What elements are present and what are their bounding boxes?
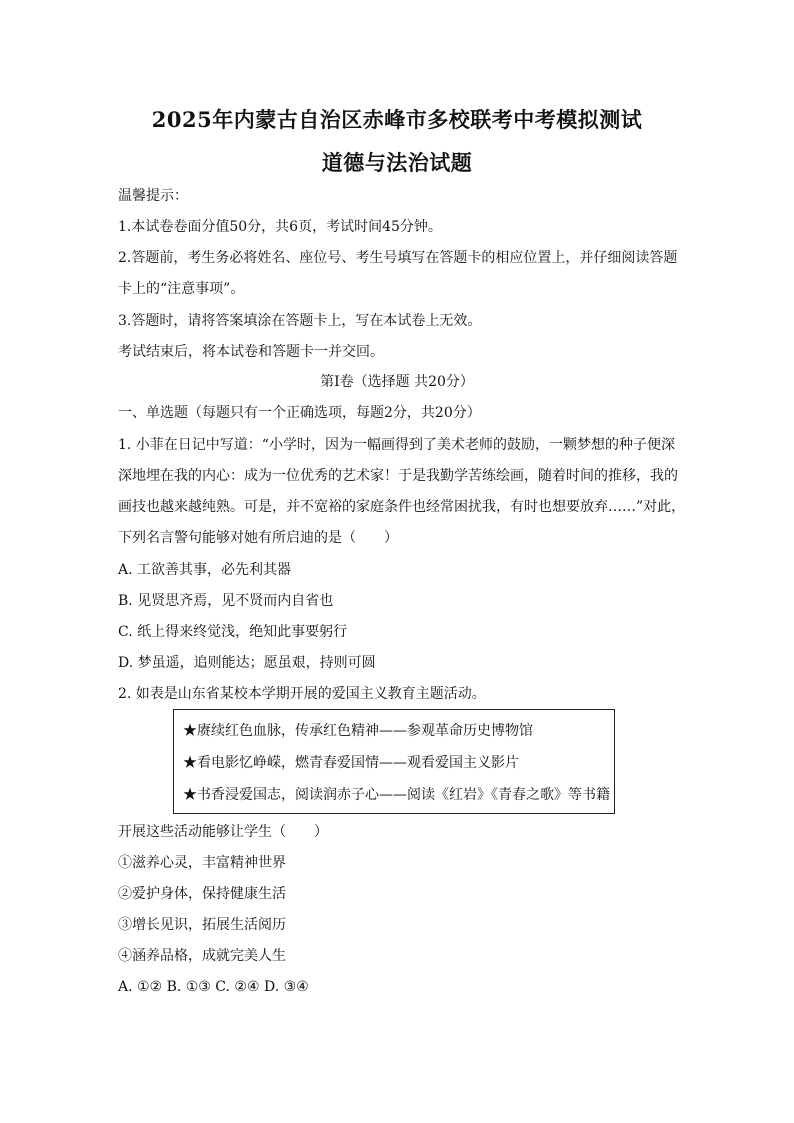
- question-2-choice: ①滋养心灵，丰富精神世界: [118, 855, 286, 871]
- activity-item: ★看电影忆峥嵘，燃青春爱国情——观看爱国主义影片: [183, 755, 519, 771]
- question-1-line: 深地埋在我的内心：成为一位优秀的艺术家！于是我勤学苦练绘画，随着时间的推移，我的: [118, 468, 678, 484]
- activity-table: [173, 709, 615, 814]
- activity-item: ★书香浸爱国志，阅读润赤子心——阅读《红岩》《青春之歌》等书籍: [183, 787, 610, 803]
- question-1-option-a: A. 工欲善其事，必先利其器: [118, 562, 292, 578]
- question-1-option-c: C. 纸上得来终觉浅，绝知此事要躬行: [118, 624, 348, 640]
- question-2-answer-options: A. ①② B. ①③ C. ②④ D. ③④: [118, 979, 309, 995]
- notice-line: 考试结束后，将本试卷和答题卡一并交回。: [118, 344, 384, 360]
- question-1-line: 画技也越来越纯熟。可是，并不宽裕的家庭条件也经常困扰我，有时也想要放弃……”对此，: [118, 499, 686, 515]
- exam-title: 2025年内蒙古自治区赤峰市多校联考中考模拟测试: [151, 107, 643, 132]
- part-title: 一、单选题（每题只有一个正确选项，每题2分，共20分）: [118, 405, 481, 421]
- notice-line: 2.答题前，考生务必将姓名、座位号、考生号填写在答题卡的相应位置上，并仔细阅读答题: [118, 250, 678, 266]
- question-1-line: 1. 小菲在日记中写道：“小学时，因为一幅画得到了美术老师的鼓励，一颗梦想的种子便深: [118, 437, 675, 453]
- question-1-option-b: B. 见贤思齐焉，见不贤而内自省也: [118, 593, 334, 609]
- question-1-option-d: D. 梦虽遥，追则能达；愿虽艰，持则可圆: [118, 655, 376, 671]
- question-2-stem: 2. 如表是山东省某校本学期开展的爱国主义教育主题活动。: [118, 686, 486, 702]
- activity-item: ★赓续红色血脉，传承红色精神——参观革命历史博物馆: [183, 723, 533, 739]
- notice-line: 卡上的“注意事项”。: [118, 281, 245, 297]
- notice-heading: 温馨提示：: [118, 188, 188, 204]
- question-2-choice: ②爱护身体，保持健康生活: [118, 886, 286, 902]
- question-2-choice: ③增长见识，拓展生活阅历: [118, 917, 286, 933]
- question-1-line: 下列名言警句能够对她有所启迪的是（ ）: [118, 530, 398, 546]
- question-2-choice: ④涵养品格，成就完美人生: [118, 948, 286, 964]
- notice-line: 3.答题时，请将答案填涂在答题卡上，写在本试卷上无效。: [118, 313, 482, 329]
- exam-subject-title: 道德与法治试题: [321, 150, 473, 175]
- notice-line: 1.本试卷卷面分值50分，共6页，考试时间45分钟。: [118, 219, 442, 235]
- section-title: 第Ⅰ卷（选择题 共20分）: [320, 374, 474, 390]
- question-2-prompt: 开展这些活动能够让学生（ ）: [118, 824, 328, 840]
